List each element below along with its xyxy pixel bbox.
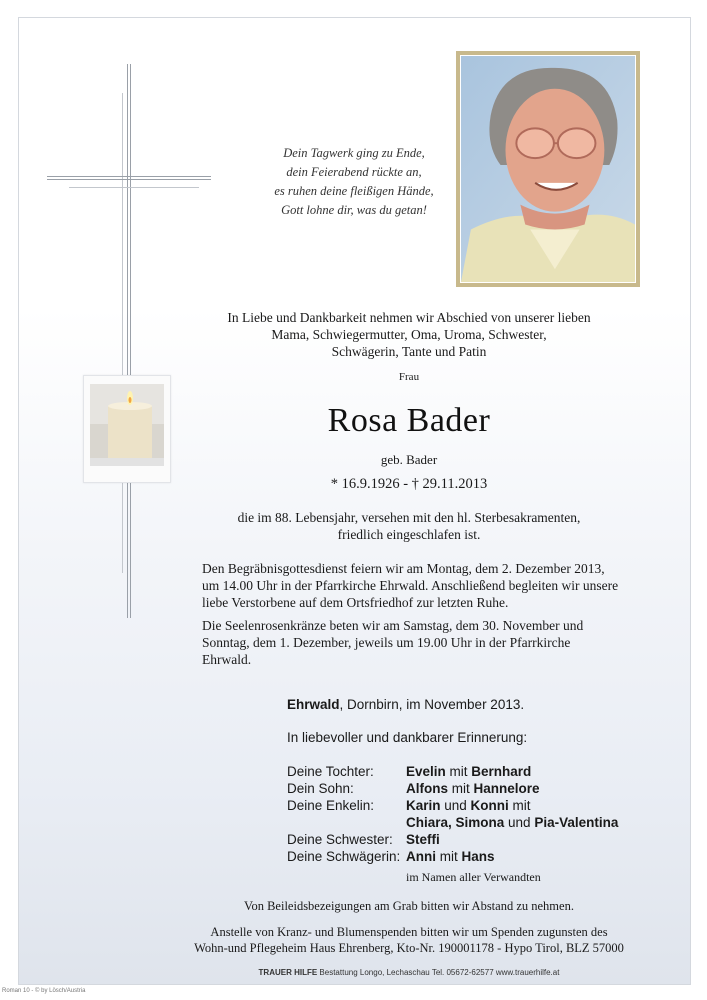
memory-line: In liebevoller und dankbarer Erinnerung: bbox=[287, 730, 528, 745]
poem-line: Gott lohne dir, was du getan! bbox=[281, 203, 427, 217]
donation-note bbox=[139, 924, 679, 956]
rosary-paragraph bbox=[202, 617, 638, 668]
relative-connector: mit bbox=[445, 764, 472, 779]
relative-name: Hannelore bbox=[473, 781, 540, 796]
rosary-line: Sonntag, dem 1. Dezember, jeweils um 19.00 Uhr in der Pfarrkirche bbox=[202, 635, 571, 650]
relative-names bbox=[406, 780, 540, 797]
relative-connector: und bbox=[440, 798, 471, 813]
poem bbox=[239, 144, 469, 220]
poem-line: Dein Tagwerk ging zu Ende, bbox=[283, 146, 425, 160]
deceased-name: Rosa Bader bbox=[327, 402, 491, 439]
place-name: Ehrwald bbox=[287, 697, 340, 712]
death-note-line: friedlich eingeschlafen ist. bbox=[337, 527, 481, 542]
undertaker-brand: TRAUER HILFE bbox=[258, 968, 318, 977]
relative-names bbox=[406, 763, 531, 780]
relative-connector: mit bbox=[508, 798, 531, 813]
place-date-text: , Dornbirn, im November 2013. bbox=[339, 697, 525, 712]
candle-image bbox=[83, 375, 171, 483]
cross-horizontal bbox=[47, 176, 211, 180]
poem-line: es ruhen deine fleißigen Hände, bbox=[274, 184, 434, 198]
relative-name: Hans bbox=[461, 849, 495, 864]
death-note bbox=[179, 509, 639, 543]
relative-name: Anni bbox=[406, 849, 436, 864]
obituary-card bbox=[18, 17, 691, 985]
relative-connector: mit bbox=[436, 849, 462, 864]
relative-label: Deine Enkelin: bbox=[287, 798, 375, 813]
funeral-paragraph bbox=[202, 560, 638, 611]
donation-line: Anstelle von Kranz- und Blumenspenden bitten wir um Spenden zugunsten des bbox=[210, 925, 608, 939]
life-dates: * 16.9.1926 - † 29.11.2013 bbox=[330, 476, 488, 492]
relative-names bbox=[406, 797, 531, 814]
relative-label: Dein Sohn: bbox=[287, 781, 354, 796]
undertaker-footer bbox=[139, 968, 679, 977]
relative-name: Bernhard bbox=[471, 764, 532, 779]
rosary-line: Die Seelenrosenkränze beten wir am Samstag, dem 30. November und bbox=[202, 618, 584, 633]
relative-names bbox=[406, 814, 618, 831]
poem-line: dein Feierabend rückte an, bbox=[286, 165, 422, 179]
relative-name: Evelin bbox=[406, 764, 446, 779]
undertaker-details: Bestattung Longo, Lechaschau Tel. 05672-62577 www.trauerhilfe.at bbox=[317, 968, 560, 977]
template-note: Roman 10 - © by Lösch/Austria bbox=[2, 988, 86, 994]
all-relatives-note: im Namen aller Verwandten bbox=[406, 870, 541, 884]
portrait-photo bbox=[456, 51, 640, 287]
condolence-note: Von Beileidsbezeigungen am Grab bitten wir Abstand zu nehmen. bbox=[244, 899, 574, 913]
cross-vertical bbox=[127, 64, 131, 618]
relative-names bbox=[406, 848, 495, 865]
funeral-line: um 14.00 Uhr in der Pfarrkirche Ehrwald. Anschließend begleiten wir unsere bbox=[202, 578, 619, 593]
rosary-line: Ehrwald. bbox=[202, 652, 252, 667]
relative-connector: mit bbox=[448, 781, 474, 796]
intro-line: Mama, Schwiegermutter, Oma, Uroma, Schwester, bbox=[271, 327, 547, 342]
intro-line: In Liebe und Dankbarkeit nehmen wir Abschied von unserer lieben bbox=[227, 310, 591, 325]
funeral-line: liebe Verstorbene auf dem Ortsfriedhof zur letzten Ruhe. bbox=[202, 595, 509, 610]
relative-name: Pia-Valentina bbox=[534, 815, 619, 830]
birth-name: geb. Bader bbox=[380, 452, 438, 467]
relative-name: Karin bbox=[406, 798, 441, 813]
relative-label: Deine Schwägerin: bbox=[287, 849, 401, 864]
relative-connector: und bbox=[504, 815, 535, 830]
candle-icon bbox=[84, 376, 170, 482]
intro-text bbox=[179, 309, 639, 360]
place-date bbox=[287, 697, 524, 712]
death-note-line: die im 88. Lebensjahr, versehen mit den hl. Sterbesakramenten, bbox=[237, 510, 581, 525]
relative-name: Steffi bbox=[406, 832, 440, 847]
cross-vertical-shadow bbox=[122, 93, 123, 573]
relative-name: Chiara, Simona bbox=[406, 815, 505, 830]
donation-line: Wohn-und Pflegeheim Haus Ehrenberg, Kto-Nr. 190001178 - Hypo Tirol, BLZ 57000 bbox=[194, 941, 624, 955]
intro-line: Schwägerin, Tante und Patin bbox=[331, 344, 487, 359]
relative-name: Konni bbox=[470, 798, 509, 813]
portrait-image bbox=[461, 56, 635, 282]
relative-names bbox=[406, 831, 440, 848]
funeral-line: Den Begräbnisgottesdienst feiern wir am Montag, dem 2. Dezember 2013, bbox=[202, 561, 605, 576]
cross-horizontal-shadow bbox=[69, 187, 199, 188]
relative-label: Deine Tochter: bbox=[287, 764, 374, 779]
relative-name: Alfons bbox=[406, 781, 448, 796]
title-frau: Frau bbox=[398, 371, 420, 383]
relative-label: Deine Schwester: bbox=[287, 832, 393, 847]
